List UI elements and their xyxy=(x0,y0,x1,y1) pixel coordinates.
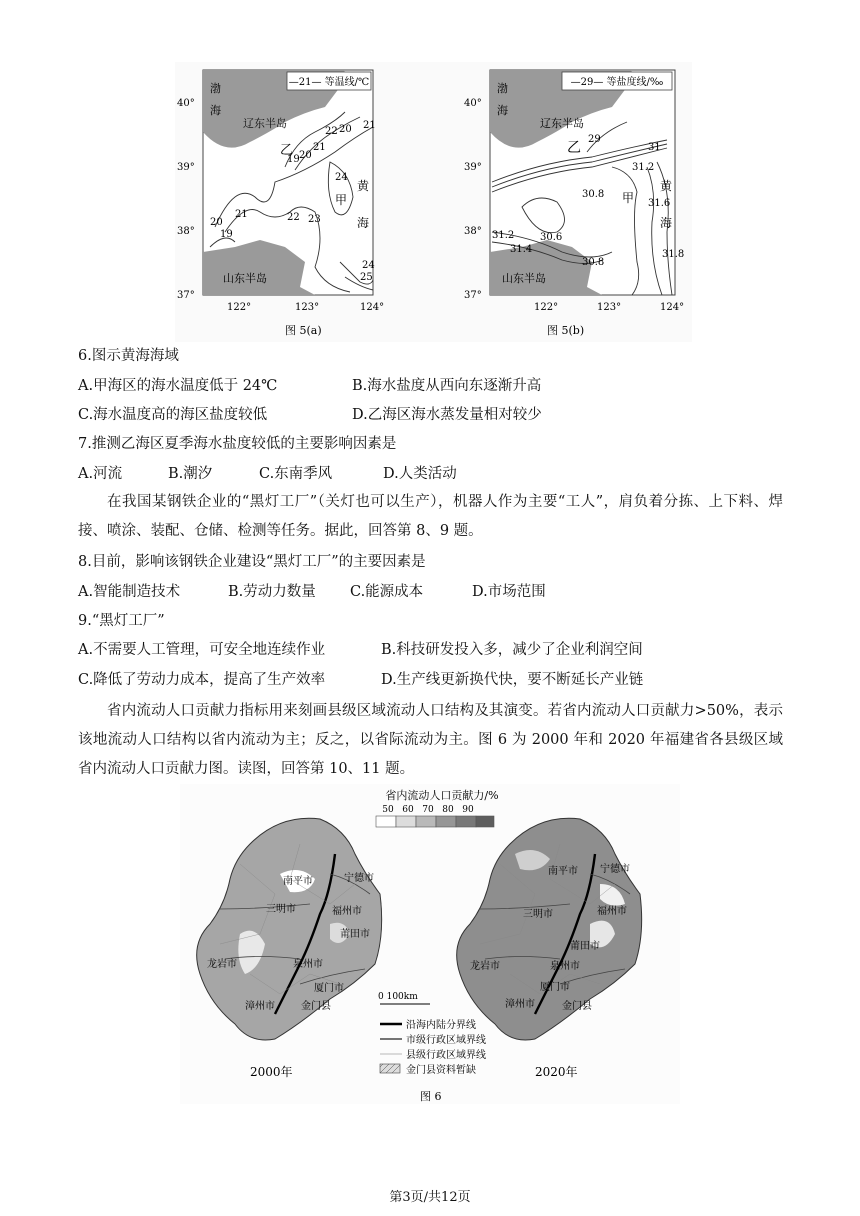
fig6-year-2020: 2020年 xyxy=(535,1065,578,1079)
page-footer: 第3页/共12页 xyxy=(389,1190,471,1205)
label-liaodong: 辽东半岛 xyxy=(243,117,287,130)
legend-tick-80: 80 xyxy=(442,805,454,815)
map2000-ningde: 宁德市 xyxy=(344,873,374,884)
lon-123b: 123° xyxy=(597,302,622,313)
label-bohai-2b: 海 xyxy=(497,104,508,117)
fig6-key-jinmen-missing: 金门县资料暂缺 xyxy=(406,1065,476,1076)
isotherm-23: 23 xyxy=(308,214,321,225)
map2020-putian: 莆田市 xyxy=(570,941,600,952)
lat-40: 40° xyxy=(177,98,195,109)
q7-option-c[interactable]: C.东南季风 xyxy=(259,466,333,482)
legend-isohaline: —29— 等盐度线/‰ xyxy=(570,77,664,88)
fig6-key-city-boundary: 市级行政区域界线 xyxy=(406,1035,486,1046)
lat-39b: 39° xyxy=(464,162,482,173)
label-bohai-1b: 渤 xyxy=(497,82,508,95)
isohaline-30-8b: 30.8 xyxy=(582,257,605,268)
lat-38b: 38° xyxy=(464,226,482,237)
fig6-key-coastal-line: 沿海内陆分界线 xyxy=(406,1020,476,1031)
q6-option-a[interactable]: A.甲海区的海水温度低于 24℃ xyxy=(78,378,278,394)
isotherm-19b: 19 xyxy=(220,229,233,240)
lon-122: 122° xyxy=(227,302,252,313)
fig6-key-county-boundary: 县级行政区域界线 xyxy=(406,1050,486,1061)
q8-option-c[interactable]: C.能源成本 xyxy=(350,584,424,600)
figure-5b-caption: 图 5(b) xyxy=(547,324,585,337)
isotherm-21b: 21 xyxy=(235,209,248,220)
legend-tick-50: 50 xyxy=(382,805,394,815)
q6-option-b[interactable]: B.海水盐度从西向东逐渐升高 xyxy=(352,378,542,394)
map2020-sanming: 三明市 xyxy=(523,909,553,920)
q6-stem: 6.图示黄海海域 xyxy=(78,348,179,364)
isotherm-20c: 20 xyxy=(339,124,352,135)
isotherm-22b: 22 xyxy=(325,126,338,137)
q9-option-b[interactable]: B.科技研发投入多，减少了企业利润空间 xyxy=(381,642,643,658)
lat-40b: 40° xyxy=(464,98,482,109)
lon-124b: 124° xyxy=(660,302,685,313)
q6-option-d[interactable]: D.乙海区海水蒸发量相对较少 xyxy=(352,407,542,423)
legend-swatch-2 xyxy=(396,816,416,827)
label-hai: 海 xyxy=(357,216,370,230)
map2000-fuzhou: 福州市 xyxy=(332,906,362,917)
figure-6-fujian-map xyxy=(180,784,680,1104)
isohaline-31: 31 xyxy=(648,142,661,153)
map2000-putian: 莆田市 xyxy=(340,929,370,940)
lat-37: 37° xyxy=(177,290,195,301)
legend-tick-90: 90 xyxy=(462,805,474,815)
isohaline-31-2: 31.2 xyxy=(632,162,655,173)
fig6-year-2000: 2000年 xyxy=(250,1065,293,1079)
figure-6-caption: 图 6 xyxy=(420,1090,442,1103)
isotherm-20: 20 xyxy=(299,150,312,161)
label-jia: 甲 xyxy=(335,193,348,207)
map2020-quanzhou: 泉州市 xyxy=(550,961,580,972)
map2000-longyan: 龙岩市 xyxy=(207,959,237,970)
isohaline-31-4: 31.4 xyxy=(510,244,533,255)
fig6-legend-title: 省内流动人口贡献力/% xyxy=(385,789,499,802)
label-liaodong-b: 辽东半岛 xyxy=(540,117,584,130)
isotherm-20b: 20 xyxy=(210,217,223,228)
label-bohai-1: 渤 xyxy=(210,82,221,95)
isohaline-31-8: 31.8 xyxy=(662,249,685,260)
q7-stem: 7.推测乙海区夏季海水盐度较低的主要影响因素是 xyxy=(78,436,397,452)
isohaline-30-6: 30.6 xyxy=(540,232,563,243)
isohaline-31-2b: 31.2 xyxy=(492,230,515,241)
map2000-zhangzhou: 漳州市 xyxy=(245,1001,275,1012)
label-yi: 乙 xyxy=(280,143,294,158)
map2000-nanping: 南平市 xyxy=(283,876,313,887)
map2000-jinmen: 金门县 xyxy=(301,1001,331,1012)
figure-5a-caption: 图 5(a) xyxy=(285,324,322,337)
q8-stem: 8.目前，影响该钢铁企业建设“黑灯工厂”的主要因素是 xyxy=(78,554,426,570)
map2000-sanming: 三明市 xyxy=(266,904,296,915)
label-jia-b: 甲 xyxy=(622,191,635,205)
isohaline-31-6: 31.6 xyxy=(648,198,671,209)
isotherm-19: 19 xyxy=(287,154,300,165)
isotherm-24b: 24 xyxy=(362,260,375,271)
map2020-xiamen: 厦门市 xyxy=(540,982,570,993)
map2000-quanzhou: 泉州市 xyxy=(293,959,323,970)
map2020-ningde: 宁德市 xyxy=(600,864,630,875)
label-bohai-2: 海 xyxy=(210,104,221,117)
fig6-scale-label: 0 100km xyxy=(378,992,418,1002)
isohaline-29: 29 xyxy=(588,134,601,145)
legend-swatch-4 xyxy=(436,816,456,827)
passage-floating-population: 省内流动人口贡献力指标用来刻画县级区域流动人口结构及其演变。若省内流动人口贡献力>50%，表示该地流动人口结构以省内流动为主；反之，以省际流动为主。图 6 为 2000 年和 2020 年福建省各县级区域省内流动人口贡献力图。读图，回答第 10、11 题。 xyxy=(78,703,783,777)
q8-option-a[interactable]: A.智能制造技术 xyxy=(78,584,181,600)
isotherm-24: 24 xyxy=(335,172,348,183)
lat-39: 39° xyxy=(177,162,195,173)
legend-swatch-3 xyxy=(416,816,436,827)
q7-option-d[interactable]: D.人类活动 xyxy=(383,466,457,482)
figure-5b-isohaline-map xyxy=(462,62,692,342)
q9-option-a[interactable]: A.不需要人工管理，可安全地连续作业 xyxy=(78,642,326,658)
isotherm-21c: 21 xyxy=(363,120,376,131)
map2020-jinmen: 金门县 xyxy=(562,1001,592,1012)
lat-37b: 37° xyxy=(464,290,482,301)
legend-tick-60: 60 xyxy=(402,805,414,815)
q8-option-b[interactable]: B.劳动力数量 xyxy=(228,584,316,600)
q9-stem: 9.“黑灯工厂” xyxy=(78,613,165,629)
legend-isotherm: —21— 等温线/℃ xyxy=(288,77,370,88)
q8-option-d[interactable]: D.市场范围 xyxy=(472,584,546,600)
lon-124: 124° xyxy=(360,302,385,313)
map2020-fuzhou: 福州市 xyxy=(597,906,627,917)
lat-38: 38° xyxy=(177,226,195,237)
q9-option-d[interactable]: D.生产线更新换代快，要不断延长产业链 xyxy=(381,672,644,688)
legend-swatch-1 xyxy=(376,816,396,827)
label-yi-b: 乙 xyxy=(567,140,581,156)
map2020-nanping: 南平市 xyxy=(548,866,578,877)
label-shandong: 山东半岛 xyxy=(223,272,267,285)
q7-option-b[interactable]: B.潮汐 xyxy=(168,466,213,482)
label-huang-b: 黄 xyxy=(660,179,673,193)
q9-option-c[interactable]: C.降低了劳动力成本，提高了生产效率 xyxy=(78,672,326,688)
isotherm-21: 21 xyxy=(313,142,326,153)
map2020-longyan: 龙岩市 xyxy=(470,961,500,972)
map2020-zhangzhou: 漳州市 xyxy=(505,999,535,1010)
label-hai-b: 海 xyxy=(660,216,673,230)
isohaline-30-8: 30.8 xyxy=(582,189,605,200)
isotherm-25: 25 xyxy=(360,272,373,283)
q6-option-c[interactable]: C.海水温度高的海区盐度较低 xyxy=(78,407,268,423)
label-shandong-b: 山东半岛 xyxy=(502,272,546,285)
lon-123: 123° xyxy=(295,302,320,313)
q7-option-a[interactable]: A.河流 xyxy=(78,466,123,482)
legend-tick-70: 70 xyxy=(422,805,434,815)
label-huang: 黄 xyxy=(357,179,370,193)
passage-black-light-factory: 在我国某钢铁企业的“黑灯工厂”（关灯也可以生产），机器人作为主要“工人”，肩负着分拣、上下料、焊接、喷涂、装配、仓储、检测等任务。据此，回答第 8、9 题。 xyxy=(78,494,783,539)
map2000-xiamen: 厦门市 xyxy=(314,983,344,994)
lon-122b: 122° xyxy=(534,302,559,313)
legend-swatch-5 xyxy=(456,816,476,827)
isotherm-22: 22 xyxy=(287,212,300,223)
legend-swatch-6 xyxy=(476,816,494,827)
